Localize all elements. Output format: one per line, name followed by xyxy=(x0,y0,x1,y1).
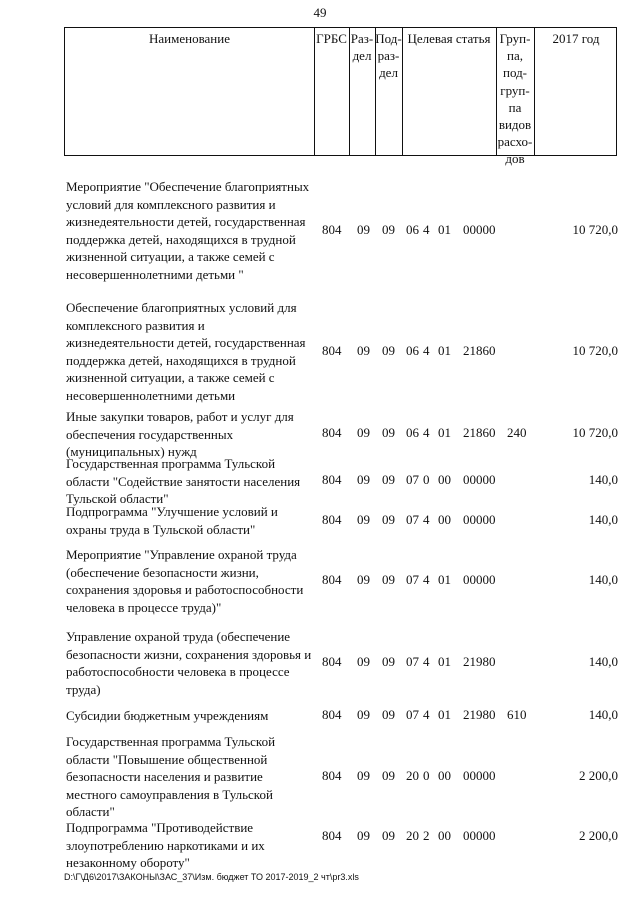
cell-podrazdel: 09 xyxy=(382,768,395,783)
row-name-line: злоупотреблению наркотиками и их xyxy=(66,837,265,853)
cell-program: 06 xyxy=(406,425,419,440)
cell-program: 07 xyxy=(406,707,419,722)
row-name-line: поддержка детей, находящихся в трудной xyxy=(66,352,296,368)
cell-podrazdel: 09 xyxy=(382,222,395,237)
cell-podrazdel: 09 xyxy=(382,472,395,487)
row-name-line: Подпрограмма "Противодействие xyxy=(66,820,254,835)
cell-sum: 140,0 xyxy=(588,572,618,587)
row-name-line: жизненной ситуации, а также семей с xyxy=(66,370,275,385)
cell-podrazdel: 09 xyxy=(382,707,395,722)
header-gruppa xyxy=(496,30,534,168)
cell-event: 01 xyxy=(438,222,451,237)
header-year: 2017 год xyxy=(552,31,600,46)
cell-sum: 10 720,0 xyxy=(572,343,618,358)
header-razdel-line: дел xyxy=(352,48,372,64)
cell-razdel: 09 xyxy=(357,828,370,843)
header-podrazdel-line: дел xyxy=(379,65,398,81)
table-header xyxy=(64,27,617,167)
header-name: Наименование xyxy=(149,31,230,46)
cell-direction: 00000 xyxy=(463,828,496,843)
cell-group: 240 xyxy=(507,425,527,440)
cell-sum: 140,0 xyxy=(588,707,618,722)
cell-subprogram: 0 xyxy=(423,768,430,783)
row-name-line: жизненной ситуации, а также семей с xyxy=(66,249,275,264)
cell-grbs: 804 xyxy=(322,472,342,487)
header-gruppa-line: Груп- xyxy=(499,31,531,46)
cell-event: 00 xyxy=(438,768,451,783)
cell-event: 00 xyxy=(438,828,451,843)
cell-sum: 2 200,0 xyxy=(579,768,618,783)
cell-program: 07 xyxy=(406,472,419,487)
row-name-line: труда) xyxy=(66,681,101,697)
cell-direction: 21980 xyxy=(463,654,496,669)
row-name-line: Тульской области" xyxy=(66,491,169,506)
cell-sum: 140,0 xyxy=(588,472,618,487)
cell-podrazdel: 09 xyxy=(382,425,395,440)
cell-grbs: 804 xyxy=(322,425,342,440)
row-name xyxy=(66,408,316,461)
cell-grbs: 804 xyxy=(322,654,342,669)
row-name xyxy=(66,546,316,616)
row-name-line: области "Повышение общественной xyxy=(66,751,268,767)
row-name xyxy=(66,819,316,872)
cell-grbs: 804 xyxy=(322,222,342,237)
header-gruppa-line: дов xyxy=(505,151,525,167)
header-gruppa-line: па, xyxy=(507,48,523,64)
cell-event: 01 xyxy=(438,654,451,669)
cell-direction: 00000 xyxy=(463,572,496,587)
header-gruppa-line: па xyxy=(508,99,522,115)
header-podrazdel-line: Под- xyxy=(375,31,402,46)
row-name xyxy=(66,299,316,404)
row-name-line: области "Содействие занятости населения xyxy=(66,473,301,489)
page-number: 49 xyxy=(313,5,327,20)
cell-sum: 2 200,0 xyxy=(579,828,618,843)
header-podrazdel xyxy=(375,30,402,82)
cell-program: 07 xyxy=(406,654,419,669)
cell-subprogram: 4 xyxy=(423,572,430,587)
cell-subprogram: 4 xyxy=(423,425,430,440)
row-name xyxy=(66,628,316,698)
row-name-line: обеспечения государственных xyxy=(66,426,234,442)
row-name-line: условий для комплексного развития и xyxy=(66,196,276,212)
row-name-line: области" xyxy=(66,804,115,819)
cell-event: 00 xyxy=(438,512,451,527)
cell-subprogram: 0 xyxy=(423,472,430,487)
row-name-line: Мероприятие "Управление охраной труда xyxy=(66,547,297,562)
row-name-line: жизнедеятельности детей, государственная xyxy=(66,214,306,229)
cell-subprogram: 4 xyxy=(423,654,430,669)
row-name xyxy=(66,455,316,508)
header-gruppa-line: расхо- xyxy=(497,134,533,150)
cell-direction: 00000 xyxy=(463,512,496,527)
row-name-line: Обеспечение благоприятных условий для xyxy=(66,300,297,315)
row-name-line: поддержка детей, находящихся в трудной xyxy=(66,231,296,247)
cell-direction: 00000 xyxy=(463,472,496,487)
file-path-footer: D:\Г\Д6\2017\ЗАКОНЫ\ЗАС_37\Изм. бюджет ТО 2017-2019_2 чт\pr3.xls xyxy=(64,872,359,882)
cell-razdel: 09 xyxy=(357,343,370,358)
cell-sum: 10 720,0 xyxy=(572,425,618,440)
cell-grbs: 804 xyxy=(322,768,342,783)
cell-event: 01 xyxy=(438,707,451,722)
cell-program: 20 xyxy=(406,768,419,783)
cell-direction: 21860 xyxy=(463,425,496,440)
header-podrazdel-line: раз- xyxy=(377,48,400,64)
cell-razdel: 09 xyxy=(357,707,370,722)
cell-sum: 140,0 xyxy=(588,654,618,669)
row-name-line: Мероприятие "Обеспечение благоприятных xyxy=(66,179,310,194)
cell-razdel: 09 xyxy=(357,768,370,783)
cell-razdel: 09 xyxy=(357,425,370,440)
row-name-line: незаконному обороту" xyxy=(66,855,190,870)
cell-event: 01 xyxy=(438,425,451,440)
cell-razdel: 09 xyxy=(357,222,370,237)
row-name-line: несовершеннолетними детьми xyxy=(66,387,236,403)
row-name-line: жизнедеятельности детей, государственная xyxy=(66,335,306,350)
cell-subprogram: 4 xyxy=(423,343,430,358)
row-name xyxy=(66,178,316,283)
cell-group: 610 xyxy=(507,707,527,722)
cell-podrazdel: 09 xyxy=(382,828,395,843)
cell-podrazdel: 09 xyxy=(382,654,395,669)
row-name xyxy=(66,707,316,725)
row-name-line: работоспособности человека в процессе xyxy=(66,664,290,679)
header-razdel-line: Раз- xyxy=(350,31,374,46)
row-name-line: охраны труда в Тульской области" xyxy=(66,521,256,537)
cell-direction: 00000 xyxy=(463,222,496,237)
row-name-line: человека в процессе труда)" xyxy=(66,599,222,615)
cell-event: 01 xyxy=(438,343,451,358)
row-name-line: (обеспечение безопасности жизни, xyxy=(66,564,259,580)
cell-podrazdel: 09 xyxy=(382,512,395,527)
row-name-line: местного самоуправления в Тульской xyxy=(66,786,273,802)
cell-grbs: 804 xyxy=(322,707,342,722)
cell-razdel: 09 xyxy=(357,572,370,587)
cell-program: 06 xyxy=(406,343,419,358)
cell-program: 06 xyxy=(406,222,419,237)
header-grbs: ГРБС xyxy=(316,31,347,46)
row-name-line: (муниципальных) нужд xyxy=(66,444,197,459)
header-gruppa-line: видов xyxy=(498,117,532,133)
cell-event: 01 xyxy=(438,572,451,587)
cell-subprogram: 2 xyxy=(423,828,430,843)
row-name-line: Иные закупки товаров, работ и услуг для xyxy=(66,409,294,424)
cell-razdel: 09 xyxy=(357,654,370,669)
row-name-line: безопасности жизни, сохранения здоровья и xyxy=(66,646,312,662)
cell-podrazdel: 09 xyxy=(382,343,395,358)
cell-grbs: 804 xyxy=(322,572,342,587)
row-name-line: комплексного развития и xyxy=(66,317,205,333)
header-gruppa-line: под- xyxy=(502,65,528,81)
row-name-line: Управление охраной труда (обеспечение xyxy=(66,629,291,644)
cell-grbs: 804 xyxy=(322,343,342,358)
row-name-line: сохранения здоровья и работоспособности xyxy=(66,582,304,597)
cell-program: 20 xyxy=(406,828,419,843)
cell-subprogram: 4 xyxy=(423,222,430,237)
cell-event: 00 xyxy=(438,472,451,487)
cell-direction: 21860 xyxy=(463,343,496,358)
cell-program: 07 xyxy=(406,572,419,587)
header-celevaya: Целевая статья xyxy=(407,31,491,46)
cell-razdel: 09 xyxy=(357,512,370,527)
cell-razdel: 09 xyxy=(357,472,370,487)
row-name-line: Государственная программа Тульской xyxy=(66,456,276,471)
cell-sum: 10 720,0 xyxy=(572,222,618,237)
cell-subprogram: 4 xyxy=(423,707,430,722)
row-name-line: Государственная программа Тульской xyxy=(66,734,276,749)
row-name-line: несовершеннолетними детьми " xyxy=(66,266,244,282)
cell-subprogram: 4 xyxy=(423,512,430,527)
cell-direction: 21980 xyxy=(463,707,496,722)
row-name xyxy=(66,503,316,538)
cell-direction: 00000 xyxy=(463,768,496,783)
cell-sum: 140,0 xyxy=(588,512,618,527)
cell-grbs: 804 xyxy=(322,512,342,527)
row-name xyxy=(66,733,316,821)
row-name-line: Подпрограмма "Улучшение условий и xyxy=(66,504,278,519)
cell-podrazdel: 09 xyxy=(382,572,395,587)
row-name-line: безопасности населения и развитие xyxy=(66,769,263,784)
header-razdel xyxy=(349,30,375,64)
header-gruppa-line: груп- xyxy=(500,82,530,98)
cell-grbs: 804 xyxy=(322,828,342,843)
cell-program: 07 xyxy=(406,512,419,527)
row-name-line: Субсидии бюджетным учреждениям xyxy=(66,708,269,723)
